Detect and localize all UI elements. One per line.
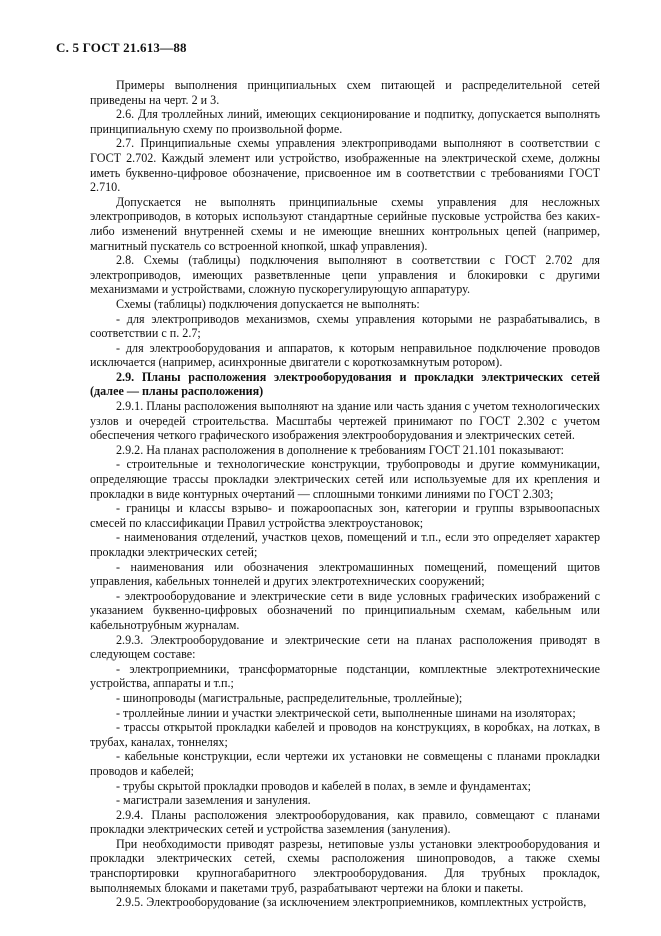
list-item: - наименования отделений, участков цехов, помещений и т.п., если это определяет характер прокладки электрических сетей; <box>90 530 600 559</box>
section-heading-2-9: 2.9. Планы расположения электрооборудования и прокладки электрических сетей (далее — планы расположения) <box>90 369 600 399</box>
paragraph-2-9-4: 2.9.4. Планы расположения электрооборудования, как правило, совмещают с планами прокладки электрических сетей и устройства заземления (зануления). <box>90 807 600 837</box>
paragraph-2-6: 2.6. Для троллейных линий, имеющих секционирование и подпитку, допускается выполнять принципиальную схему по произвольной форме. <box>90 107 600 136</box>
paragraph-2-9-2: 2.9.2. На планах расположения в дополнение к требованиям ГОСТ 21.101 показывают: <box>116 442 564 457</box>
paragraph-2-9-5: 2.9.5. Электрооборудование (за исключением электроприемников, комплектных устройств, <box>116 895 587 910</box>
list-item: - кабельные конструкции, если чертежи их установки не совмещены с планами прокладки проводов и кабелей; <box>90 749 600 778</box>
paragraph-examples: Примеры выполнения принципиальных схем питающей и распределительной сетей приведены на черт. 2 и 3. <box>90 78 600 107</box>
list-item: - шинопроводы (магистральные, распределительные, троллейные); <box>116 690 463 705</box>
list-item: - электрооборудование и электрические сети в виде условных графических изображений с указанием буквенно-цифровых обозначений по принципиальным схемам, кабельным или кабельнотрубным журналам. <box>90 588 600 632</box>
paragraph-2-8: 2.8. Схемы (таблицы) подключения выполняют в соответствии с ГОСТ 2.702 для электроприводов, имеющих разветвленные цепи управления и блокировки с другими механизмами и устройствами, сложную пускорегулирующую аппаратуру. <box>90 253 600 297</box>
list-item: - электроприемники, трансформаторные подстанции, комплектные электротехнические устройства, аппараты и т.п.; <box>90 661 600 691</box>
page-header: С. 5 ГОСТ 21.613—88 <box>56 40 187 55</box>
list-item: - для электроприводов механизмов, схемы управления которыми не разрабатывались, в соответствии с п. 2.7; <box>90 311 600 341</box>
document-body <box>90 78 600 910</box>
list-item: - границы и классы взрыво- и пожароопасных зон, категории и группы взрывоопасных смесей по классификации Правил устройства электроустановок; <box>90 501 600 530</box>
paragraph-2-7: 2.7. Принципиальные схемы управления электроприводами выполняют в соответствии с ГОСТ 2.702. Каждый элемент или устройство, изображенные на электрической схеме, должны иметь буквенно-цифровое обозначение, присвоенное им в соответствии с требованиями ГОСТ 2.710. <box>90 136 600 195</box>
paragraph-2-9-3: 2.9.3. Электрооборудование и электрические сети на планах расположения приводят в следующем составе: <box>90 632 600 662</box>
list-item: - троллейные линии и участки электрической сети, выполненные шинами на изоляторах; <box>116 705 576 720</box>
paragraph-2-9-4-details: При необходимости приводят разрезы, нетиповые узлы установки электрооборудования и прокладки электрических сетей, схемы расположения шинопроводов, а также схемы транспортировки крупногабаритного электрооборудования. Для трубных прокладок, выполняемых блоками и пакетами труб, разрабатывают чертежи на блоки и пакеты. <box>90 836 600 895</box>
list-item: - трубы скрытой прокладки проводов и кабелей в полах, в земле и фундаментах; <box>116 778 531 793</box>
list-item: - строительные и технологические конструкции, трубопроводы и другие коммуникации, определяющие трассы прокладки электрических сетей или используемые для их крепления и прокладки в виде контурных очертаний — сплошными тонкими линиями по ГОСТ 2.303; <box>90 457 600 501</box>
paragraph-2-7-exception: Допускается не выполнять принципиальные схемы управления для несложных электроприводов, в которых используют стандартные серийные пусковые устройства без каких-либо изменений внутренней схемы и не имеющие внешних контрольных цепей (например, магнитный пускатель со встроенной кнопкой, шкаф управления). <box>90 194 600 253</box>
list-item: - наименования или обозначения электромашинных помещений, помещений щитов управления, кабельных тоннелей и других электротехнических сооружений; <box>90 559 600 589</box>
list-item: - для электрооборудования и аппаратов, к которым неправильное подключение проводов исключается (например, асинхронные двигатели с короткозамкнутым ротором). <box>90 340 600 370</box>
paragraph-2-9-1: 2.9.1. Планы расположения выполняют на здание или часть здания с учетом технологических узлов и очередей строительства. Масштабы чертежей принимают по ГОСТ 2.302 с учетом обеспечения четкого графического изображения электрооборудования и электрических сетей. <box>90 399 600 443</box>
list-item: - магистрали заземления и зануления. <box>116 793 311 808</box>
list-item: - трассы открытой прокладки кабелей и проводов на конструкциях, в коробках, на лотках, в трубах, каналах, тоннелях; <box>90 720 600 749</box>
paragraph-2-8-allowed: Схемы (таблицы) подключения допускается не выполнять: <box>116 296 420 311</box>
